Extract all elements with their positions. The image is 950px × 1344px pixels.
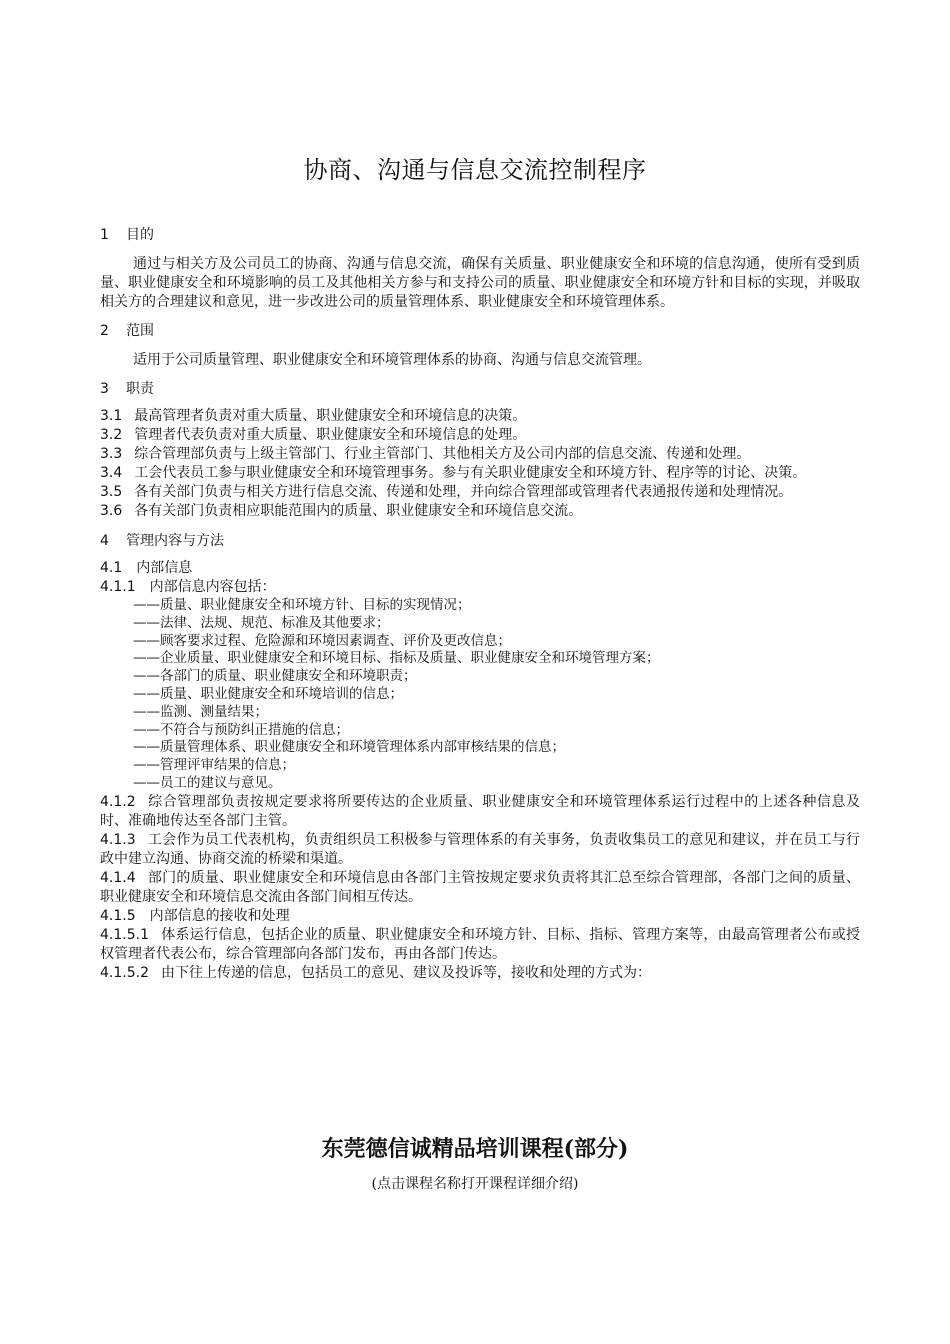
- section-title: 管理内容与方法: [126, 533, 224, 549]
- clause-item: [100, 464, 860, 483]
- clause-text: 由下往上传递的信息，包括员工的意见、建议及投诉等，接收和处理的方式为：: [160, 964, 651, 981]
- clause-number: 3.4: [100, 465, 123, 481]
- clause-item: [100, 926, 860, 964]
- clause-number: 3.2: [100, 427, 123, 443]
- subsection-heading: [100, 559, 860, 578]
- clause-item: [100, 964, 860, 983]
- dash-list-item: ——各部门的质量、职业健康安全和环境职责；: [133, 668, 417, 685]
- subsection-number: 4.1: [100, 560, 123, 576]
- dash-list-item: ——不符合与预防纠正措施的信息；: [133, 721, 349, 738]
- clause-item: [100, 407, 860, 426]
- dash-list-item: ——质量管理体系、职业健康安全和环境管理体系内部审核结果的信息；: [133, 739, 565, 756]
- dash-list-item: ——质量、职业健康安全和环境方针、目标的实现情况；: [133, 597, 471, 613]
- clause-number: 4.1.5.2: [100, 964, 149, 981]
- dash-list-item: ——员工的建议与意见。: [133, 774, 282, 791]
- clause-item: [100, 502, 860, 521]
- clause-number: 4.1.4: [100, 869, 136, 886]
- clause-item: [100, 483, 860, 502]
- section-heading: [100, 226, 860, 245]
- clause-number: 3.6: [100, 503, 123, 519]
- clause-item: [100, 831, 860, 869]
- clause-text: 体系运行信息，包括企业的质量、职业健康安全和环境方针、目标、指标、管理方案等，由最高管理者公布或授权管理者代表公布，综合管理部向各部门发布，再由各部门传达。: [100, 926, 860, 962]
- dash-list-item: ——法律、法规、规范、标准及其他要求；: [133, 614, 390, 631]
- clause-number: 3.3: [100, 446, 123, 462]
- subsection-title: 内部信息: [136, 560, 193, 576]
- dash-list-item: ——管理评审结果的信息；: [133, 757, 295, 774]
- section-number: 4: [100, 533, 109, 549]
- section-paragraph: 适用于公司质量管理、职业健康安全和环境管理体系的协商、沟通与信息交流管理。: [133, 352, 651, 368]
- clause-item: [100, 793, 860, 831]
- dash-list-item: ——监测、测量结果；: [133, 703, 268, 720]
- clause-number: 4.1.3: [100, 831, 136, 848]
- clause-item: [100, 445, 860, 464]
- section-title: 目的: [126, 227, 154, 243]
- subsection-heading: [100, 907, 860, 926]
- section-number: 2: [100, 323, 109, 339]
- section-number: 1: [100, 227, 109, 243]
- clause-text: 工会代表员工参与职业健康安全和环境管理事务。参与有关职业健康安全和环境方针、程序等的讨论、决策。: [134, 465, 807, 481]
- dash-list-item: ——顾客要求过程、危险源和环境因素调查、评价及更改信息；: [133, 632, 511, 649]
- clause-text: 最高管理者负责对重大质量、职业健康安全和环境信息的决策。: [134, 408, 527, 424]
- dash-list-item: ——质量、职业健康安全和环境培训的信息；: [133, 685, 403, 702]
- section-number: 3: [100, 381, 109, 397]
- clause-item: [100, 426, 860, 445]
- section-title: 职责: [126, 381, 154, 397]
- subsection-title: 内部信息的接收和处理: [149, 907, 290, 924]
- clause-text: 各有关部门负责相应职能范围内的质量、职业健康安全和环境信息交流。: [134, 503, 583, 519]
- clause-number: 4.1.2: [100, 793, 136, 810]
- clause-text: 各有关部门负责与相关方进行信息交流、传递和处理，并向综合管理部或管理者代表通报传递和处理情况。: [134, 484, 793, 500]
- clause-text: 管理者代表负责对重大质量、职业健康安全和环境信息的处理。: [134, 427, 527, 443]
- subsection-title: 内部信息内容包括：: [149, 579, 276, 595]
- dash-list-item: ——企业质量、职业健康安全和环境目标、指标及质量、职业健康安全和环境管理方案；: [133, 650, 660, 667]
- clause-text: 工会作为员工代表机构，负责组织员工积极参与管理体系的有关事务，负责收集员工的意见和建议，并在员工与行政中建立沟通、协商交流的桥梁和渠道。: [100, 831, 860, 867]
- clause-number: 3.1: [100, 408, 123, 424]
- clause-text: 综合管理部负责与上级主管部门、行业主管部门、其他相关方及公司内部的信息交流、传递和处理。: [134, 446, 751, 462]
- document-body: [100, 226, 860, 983]
- document-title: 协商、沟通与信息交流控制程序: [303, 156, 647, 184]
- section-heading: [100, 532, 860, 551]
- clause-text: 综合管理部负责按规定要求将所要传达的企业质量、职业健康安全和环境管理体系运行过程中的上述各种信息及时、准确地传达至各部门主管。: [100, 793, 860, 829]
- clause-item: [100, 869, 860, 907]
- section-paragraph: 通过与相关方及公司员工的协商、沟通与信息交流，确保有关质量、职业健康安全和环境的信息沟通，使所有受到质量、职业健康安全和环境影响的员工及其他相关方参与和支持公司的质量、职业健康安全和环境方针和目标的实现，并吸取相关方的合理建议和意见，进一步改进公司的质量管理体系、职业健康安全和环境管理体系。: [100, 256, 860, 310]
- section-heading: [100, 380, 860, 399]
- subsection-number: 4.1.5: [100, 907, 136, 924]
- course-promo-title: 东莞德信诚精品培训课程(部分): [321, 1136, 629, 1162]
- course-promo-subtitle: (点击课程名称打开课程详细介绍): [371, 1176, 579, 1192]
- subsection-heading: [100, 578, 860, 597]
- section-heading: [100, 322, 860, 341]
- clause-number: 4.1.5.1: [100, 926, 149, 943]
- subsection-number: 4.1.1: [100, 579, 136, 595]
- section-title: 范围: [126, 323, 154, 339]
- clause-number: 3.5: [100, 484, 123, 500]
- clause-text: 部门的质量、职业健康安全和环境信息由各部门主管按规定要求负责将其汇总至综合管理部，各部门之间的质量、职业健康安全和环境信息交流由各部门间相互传达。: [100, 869, 860, 905]
